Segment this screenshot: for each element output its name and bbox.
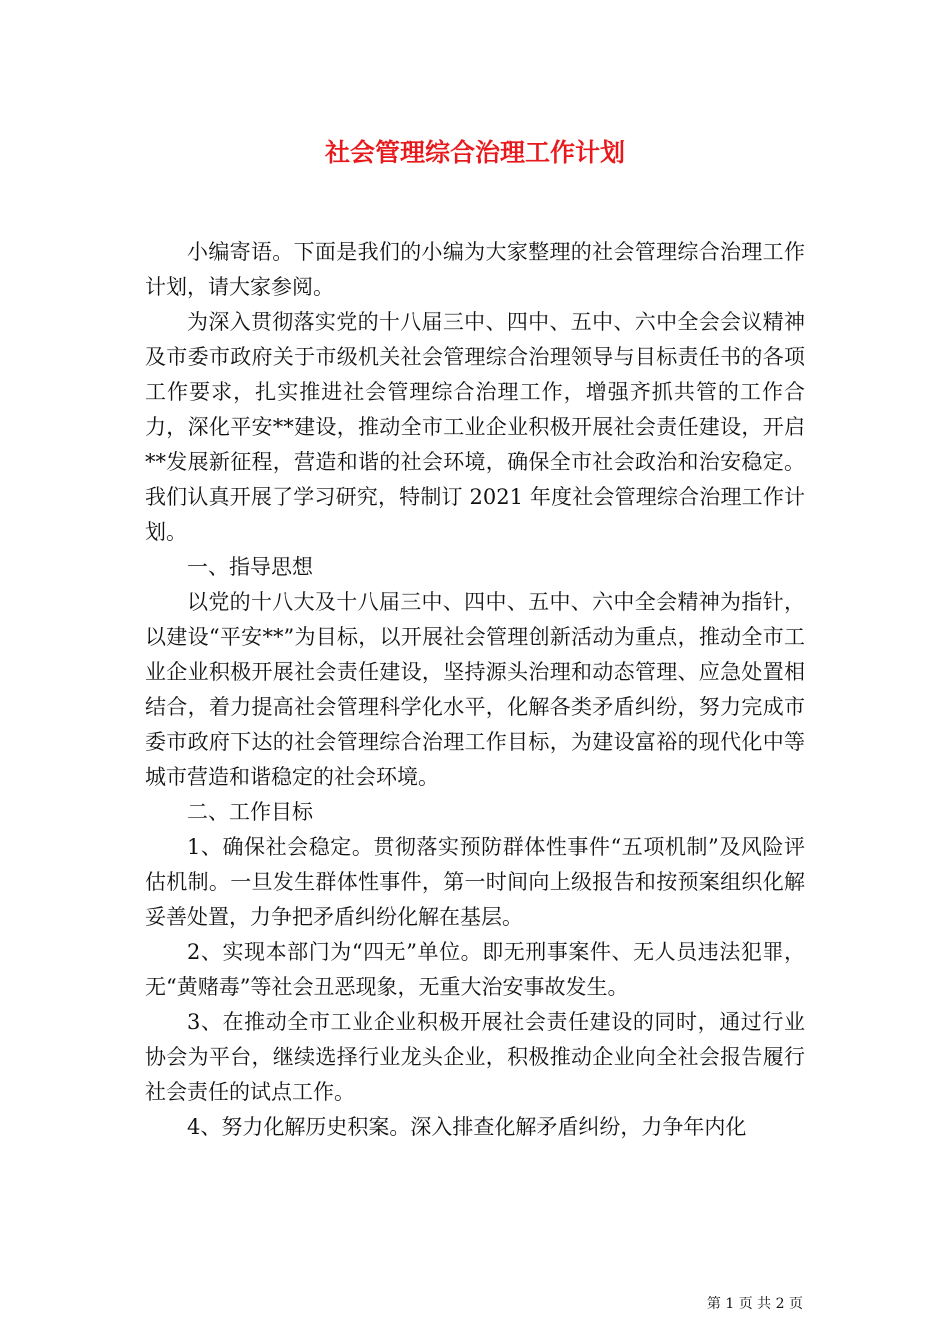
section-heading-work-goals: 二、工作目标	[187, 800, 313, 824]
page-number: 第 1 页 共 2 页	[706, 1296, 803, 1312]
paragraph-intro: 小编寄语。下面是我们的小编为大家整理的社会管理综合治理工作计划，请大家参阅。	[145, 240, 805, 299]
paragraph-preamble: 为深入贯彻落实党的十八届三中、四中、五中、六中全会会议精神及市委市政府关于市级机关社会管理综合治理领导与目标责任书的各项工作要求，扎实推进社会管理综合治理工作，增强齐抓共管的工作合力，深化平安**建设，推动全市工业企业积极开展社会责任建设，开启**发展新征程，营造和谐的社会环境，确保全市社会政治和治安稳定。我们认真开展了学习研究，特制订 2021 年度社会管理综合治理工作计划。	[145, 310, 805, 544]
list-item-goal-3: 3、在推动全市工业企业积极开展社会责任建设的同时，通过行业协会为平台，继续选择行业龙头企业，积极推动企业向全社会报告履行社会责任的试点工作。	[145, 1010, 805, 1104]
document-title: 社会管理综合治理工作计划	[324, 138, 625, 167]
paragraph-guiding-ideology: 以党的十八大及十八届三中、四中、五中、六中全会精神为指针，以建设“平安**”为目标，以开展社会管理创新活动为重点，推动全市工业企业积极开展社会责任建设，坚持源头治理和动态管理、应急处置相结合，着力提高社会管理科学化水平，化解各类矛盾纠纷，努力完成市委市政府下达的社会管理综合治理工作目标，为建设富裕的现代化中等城市营造和谐稳定的社会环境。	[145, 590, 805, 789]
document-body	[145, 235, 805, 1145]
section-heading-guiding-ideology: 一、指导思想	[187, 555, 313, 579]
list-item-goal-1: 1、确保社会稳定。贯彻落实预防群体性事件“五项机制”及风险评估机制。一旦发生群体性事件，第一时间向上级报告和按预案组织化解妥善处置，力争把矛盾纠纷化解在基层。	[145, 835, 805, 929]
list-item-goal-4: 4、努力化解历史积案。深入排查化解矛盾纠纷，力争年内化	[187, 1115, 747, 1139]
list-item-goal-2: 2、实现本部门为“四无”单位。即无刑事案件、无人员违法犯罪，无“黄赌毒”等社会丑恶现象，无重大治安事故发生。	[145, 940, 805, 999]
